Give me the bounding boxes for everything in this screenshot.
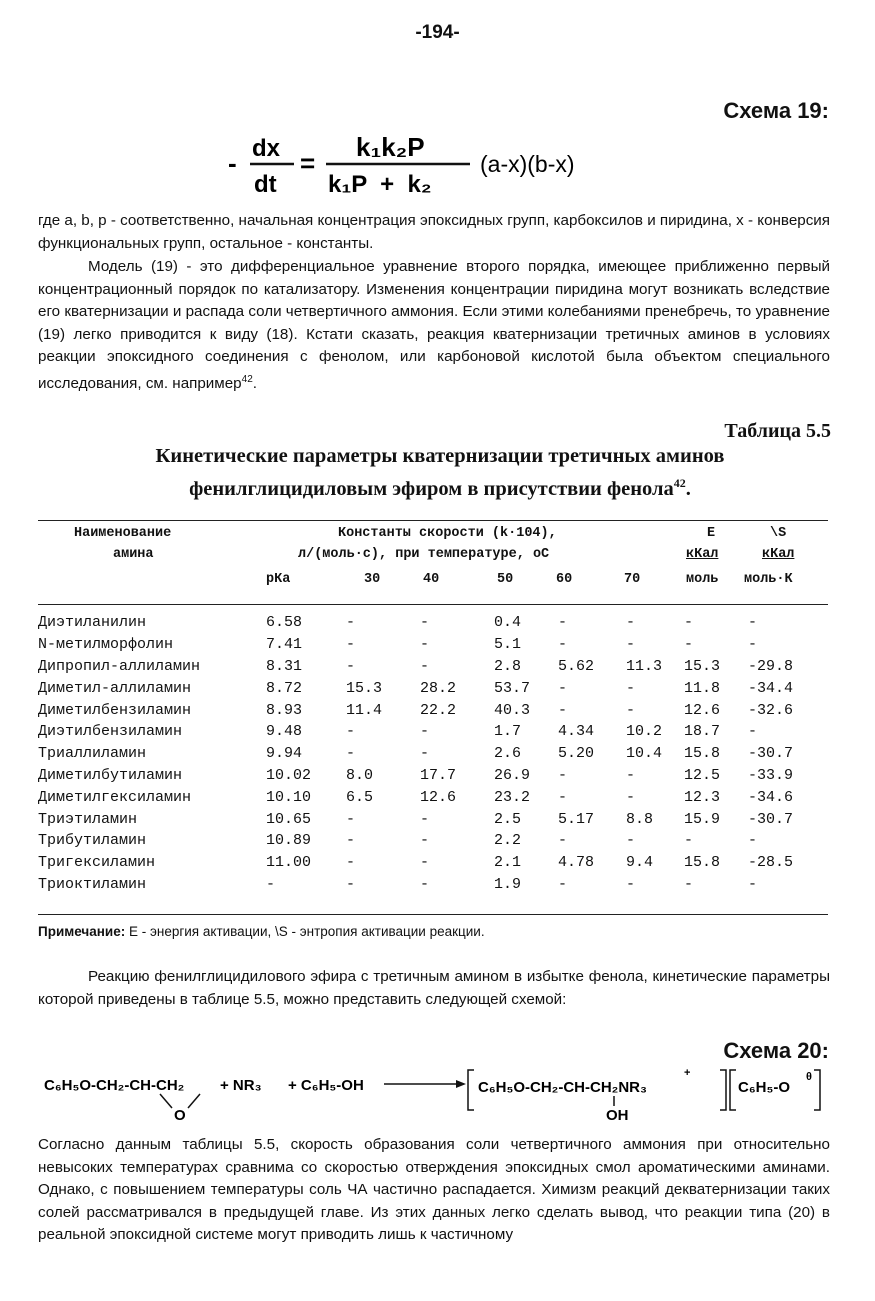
amine-name-cell: Триоктиламин [38,875,147,893]
paragraph-model-end: . [252,374,257,392]
value-cell: 11.8 [684,679,721,697]
value-cell: 11.3 [626,657,663,675]
amine-name-cell: Тригексиламин [38,854,156,872]
value-cell: - [266,875,276,893]
value-cell: 11.4 [346,701,383,719]
value-cell: - [684,614,694,632]
value-cell: 53.7 [494,679,531,697]
table-title-end: . [685,477,691,500]
value-cell: 15.8 [684,745,721,763]
value-cell: - [626,636,636,654]
reactant-epoxide: C₆H₅O-CH₂-CH-CH₂ [44,1077,185,1094]
value-cell: 10.89 [266,832,312,850]
value-cell: - [558,766,568,784]
note-label: Примечание: [38,924,126,939]
product-hydroxyl: OH [606,1107,629,1124]
header-pka: рКа [266,572,291,587]
value-cell: - [420,636,430,654]
reactant-phenol: + C₆H₅-OH [288,1077,364,1094]
header-constants-line2: л/(моль·с), при температуре, оС [298,547,550,562]
formula-denominator: k₁P + k₂ [328,171,432,198]
value-cell: 5.62 [558,657,595,675]
table-title-reference: 42 [673,476,686,490]
reference-42: 42 [241,373,253,385]
formula-dt: dt [254,171,277,198]
table-row [38,743,828,765]
table-row [38,634,828,656]
value-cell: 8.93 [266,701,303,719]
product-cation: C₆H₅O-CH₂-CH-CH₂NR₃ [478,1079,647,1096]
value-cell: - [558,679,568,697]
table-row [38,721,828,743]
value-cell: 12.5 [684,766,721,784]
table-note [38,924,485,939]
value-cell: 10.2 [626,723,663,741]
header-energy-numerator: кКал [686,547,719,562]
value-cell: 5.1 [494,636,522,654]
value-cell: - [420,875,430,893]
table-row [38,677,828,699]
value-cell: 9.4 [626,854,654,872]
header-t40: 40 [423,572,440,587]
scheme-20-label: Схема 20: [723,1038,829,1063]
value-cell: 6.5 [346,788,374,806]
value-cell: 28.2 [420,679,457,697]
value-cell: 2.6 [494,745,522,763]
value-cell: - [626,701,636,719]
value-cell: - [626,614,636,632]
table-row [38,830,828,852]
header-t30: 30 [364,572,381,587]
value-cell: 10.10 [266,788,312,806]
header-entropy-numerator: кКал [762,547,795,562]
rate-equation [228,126,658,198]
table-label: Таблица 5.5 [724,420,831,442]
header-entropy-denominator: моль·К [744,572,793,587]
value-cell: - [346,723,356,741]
paragraph-conclusion: Согласно данным таблицы 5.5, скорость образования соли четвертичного аммония при относительно невысоких температурах сравнима со скоростью отверждения эпоксидных смол ароматическими аминами. Однако, с повышением температуры соль ЧА частично распадается. Химизм реакций декватернизации таких солей рассматривался в предыдущей главе. Из этих данных легко сделать вывод, что реакции типа (20) в реальной эпоксидной системе могут приводить лишь к частичному [38,1136,830,1243]
reactant-amine: + NR₃ [220,1077,262,1094]
amine-name-cell: N-метилморфолин [38,636,174,654]
value-cell: 12.3 [684,788,721,806]
value-cell: 23.2 [494,788,531,806]
formula-factor: (a-x)(b-x) [480,151,575,177]
table-row [38,612,828,634]
header-energy: E [707,526,716,541]
scheme-19-label: Схема 19: [723,98,829,123]
value-cell: - [346,832,356,850]
value-cell: 8.31 [266,657,303,675]
value-cell: 26.9 [494,766,531,784]
value-cell: - [626,766,636,784]
note-text: Е - энергия активации, \S - энтропия активации реакции. [128,924,485,939]
formula-equals: = [300,148,316,178]
value-cell: 15.3 [346,679,383,697]
epoxide-bond-left [160,1094,172,1108]
value-cell: 15.3 [684,657,721,675]
value-cell: -28.5 [748,854,794,872]
value-cell: 2.2 [494,832,522,850]
value-cell: 1.7 [494,723,522,741]
formula-numerator: k₁k₂P [356,132,425,162]
value-cell: - [558,832,568,850]
value-cell: 10.02 [266,766,312,784]
value-cell: - [684,832,694,850]
table-row [38,656,828,678]
value-cell: - [558,701,568,719]
amine-name-cell: Триэтиламин [38,810,138,828]
value-cell: - [748,832,758,850]
formula-minus: - [228,148,237,178]
amine-name-cell: Диэтиланилин [38,614,147,632]
value-cell: - [626,679,636,697]
value-cell: 12.6 [684,701,721,719]
reaction-scheme [44,1066,824,1126]
value-cell: - [420,810,430,828]
value-cell: 40.3 [494,701,531,719]
header-name-line1: Наименование [74,526,172,541]
value-cell: -32.6 [748,701,794,719]
value-cell: - [346,810,356,828]
header-name-line2: амина [113,547,154,562]
bracket-left-2 [730,1070,736,1110]
value-cell: -34.4 [748,679,794,697]
value-cell: 15.9 [684,810,721,828]
amine-name-cell: Трибутиламин [38,832,147,850]
value-cell: - [748,875,758,893]
table-row [38,786,828,808]
value-cell: - [558,614,568,632]
value-cell: 17.7 [420,766,457,784]
value-cell: 2.1 [494,854,522,872]
value-cell: - [346,854,356,872]
value-cell: 1.9 [494,875,522,893]
paragraph-reaction-intro: Реакцию фенилглицидилового эфира с третичным амином в избытке фенола, кинетические параметры которой приведены в таблице 5.5, можно представить следующей схемой: [38,968,830,1008]
value-cell: - [420,854,430,872]
value-cell: 8.72 [266,679,303,697]
value-cell: -33.9 [748,766,794,784]
value-cell: 11.00 [266,854,312,872]
value-cell: - [420,723,430,741]
value-cell: 7.41 [266,636,303,654]
amine-name-cell: Диметилгексиламин [38,788,192,806]
table-header-rule [38,604,828,605]
amine-name-cell: Диметил-аллиламин [38,679,192,697]
value-cell: - [558,788,568,806]
value-cell: - [346,614,356,632]
table-bottom-rule [38,914,828,915]
value-cell: 18.7 [684,723,721,741]
paragraph-definitions: где а, b, р - соответственно, начальная концентрация эпоксидных групп, карбоксилов и пиридина, х - конверсия функциональных групп, остальное - константы. [38,212,831,252]
value-cell: 8.8 [626,810,654,828]
table-row [38,852,828,874]
header-entropy: \S [770,526,787,541]
value-cell: - [346,636,356,654]
epoxide-bond-right [188,1094,200,1108]
product-anion: C₆H₅-O [738,1079,791,1096]
table-row [38,808,828,830]
value-cell: 10.65 [266,810,312,828]
paragraph-model-text: Модель (19) - это дифференциальное уравнение второго порядка, имеющее приближенно первый концентрационный порядок по катализатору. Изменения концентрации пиридина могут возникать вследствие его кватернизации и распада соли четвертичного аммония. Если этими колебаниями пренебречь, то уравнение (19) легко приводится к виду (18). Кстати сказать, реакция кватернизации третичных аминов в условиях реакции эпоксидного соединения с фенолом, или карбоновой кислотой была объектом специального исследования, см. например [38,258,830,392]
value-cell: -34.6 [748,788,794,806]
table-row [38,699,828,721]
value-cell: - [420,657,430,675]
value-cell: - [626,832,636,850]
value-cell: 10.4 [626,745,663,763]
value-cell: -29.8 [748,657,794,675]
amine-name-cell: Диэтилбензиламин [38,723,183,741]
value-cell: - [748,614,758,632]
value-cell: - [626,788,636,806]
value-cell: 2.5 [494,810,522,828]
header-t60: 60 [556,572,573,587]
header-energy-denominator: моль [686,572,719,587]
cation-charge: + [684,1067,691,1079]
value-cell: 22.2 [420,701,457,719]
value-cell: - [558,636,568,654]
value-cell: -30.7 [748,810,794,828]
value-cell: - [748,723,758,741]
value-cell: 4.78 [558,854,595,872]
anion-charge: θ [806,1071,812,1083]
value-cell: - [748,636,758,654]
value-cell: 6.58 [266,614,303,632]
value-cell: - [558,875,568,893]
value-cell: - [626,875,636,893]
bracket-left-1 [468,1070,474,1110]
value-cell: 12.6 [420,788,457,806]
table-row [38,765,828,787]
value-cell: - [684,875,694,893]
header-constants-line1: Константы скорости (k·104), [338,526,557,541]
page-number: -194- [415,22,460,43]
epoxide-oxygen: O [174,1107,186,1124]
amine-name-cell: Диметилбутиламин [38,766,183,784]
amine-name-cell: Диметилбензиламин [38,701,192,719]
paragraph-model [38,256,830,395]
amine-name-cell: Триаллиламин [38,745,147,763]
kinetics-table [38,612,828,895]
table-title-text: Кинетические параметры кватернизации третичных аминов фенилглицидиловым эфиром в присутствии фенола [155,445,725,500]
value-cell: -30.7 [748,745,794,763]
value-cell: 9.94 [266,745,303,763]
value-cell: 8.0 [346,766,374,784]
bracket-right-2 [814,1070,820,1110]
value-cell: 5.17 [558,810,595,828]
value-cell: 15.8 [684,854,721,872]
header-t50: 50 [497,572,514,587]
value-cell: - [420,614,430,632]
bracket-right-1 [720,1070,726,1110]
value-cell: - [346,657,356,675]
reaction-arrow-head [456,1080,466,1088]
formula-dx: dx [252,135,281,162]
value-cell: 9.48 [266,723,303,741]
table-row [38,874,828,896]
value-cell: - [346,745,356,763]
amine-name-cell: Дипропил-аллиламин [38,657,201,675]
value-cell: - [420,832,430,850]
table-title [60,443,820,503]
value-cell: 5.20 [558,745,595,763]
value-cell: - [346,875,356,893]
value-cell: 0.4 [494,614,522,632]
value-cell: 2.8 [494,657,522,675]
value-cell: - [420,745,430,763]
header-t70: 70 [624,572,641,587]
table-top-rule [38,520,828,521]
value-cell: 4.34 [558,723,595,741]
value-cell: - [684,636,694,654]
